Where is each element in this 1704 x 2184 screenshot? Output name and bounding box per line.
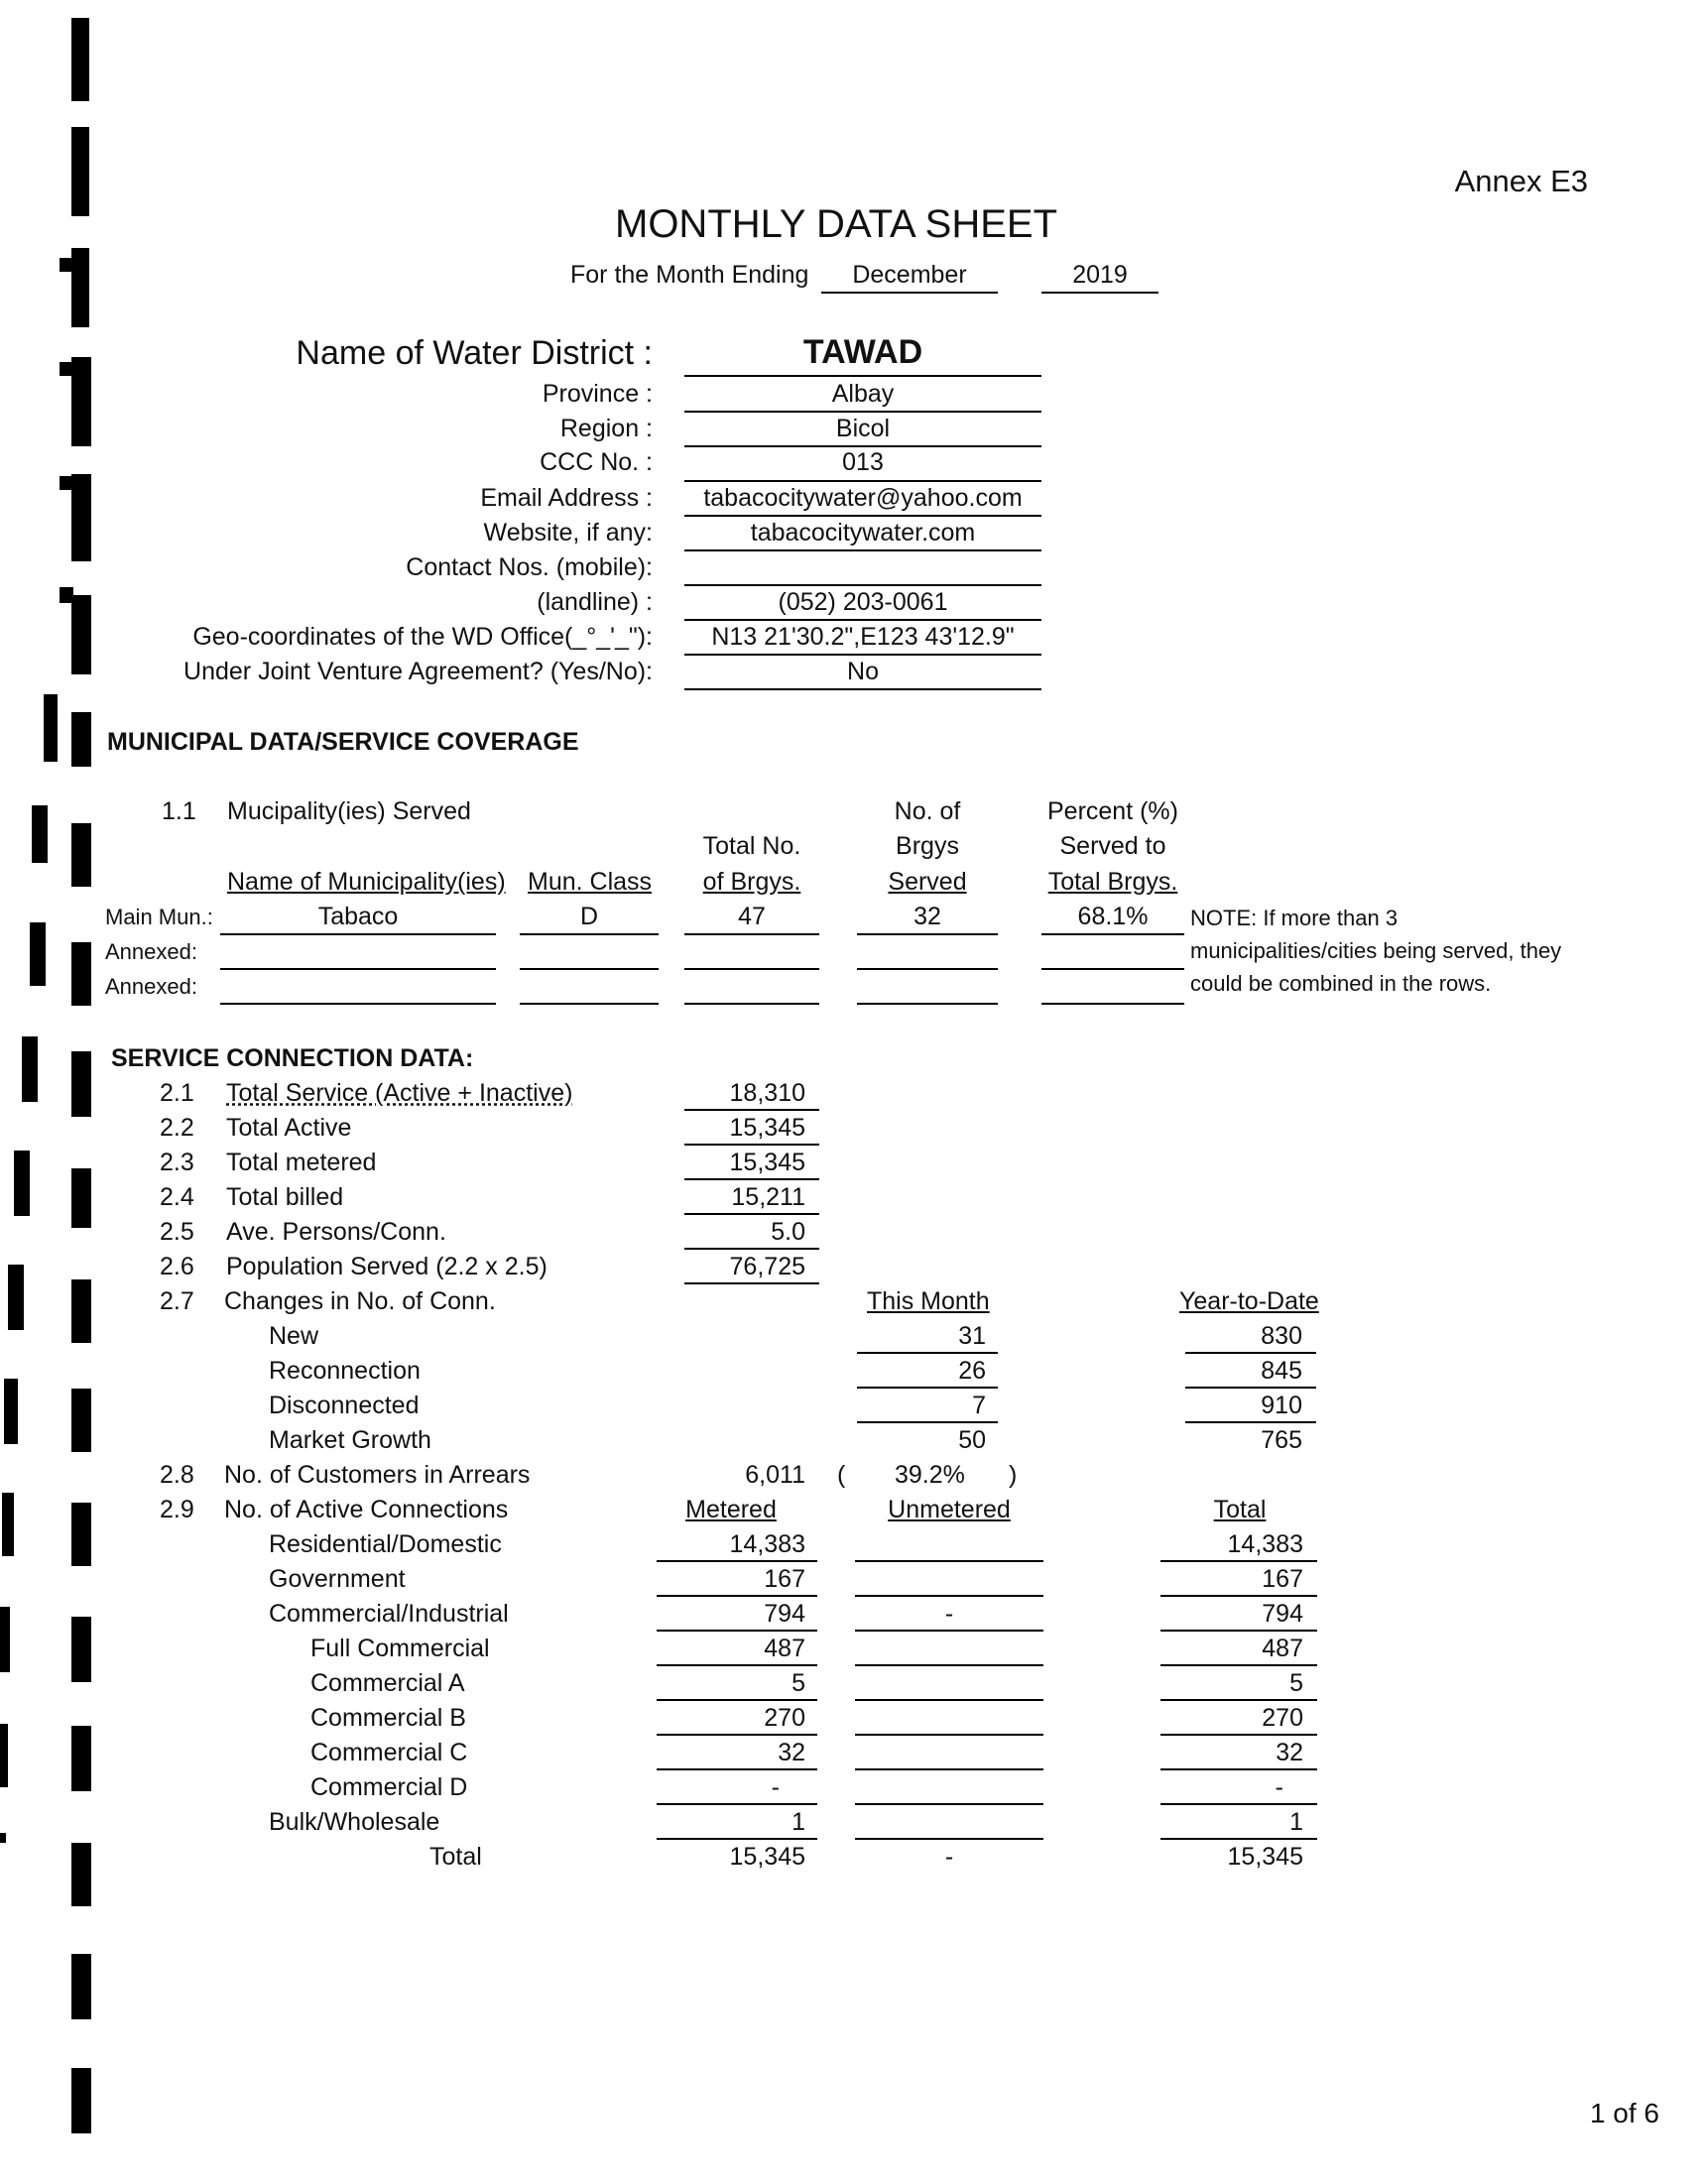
row-pct: 68.1% [1077, 903, 1149, 930]
change-ytd: 910 [1261, 1392, 1302, 1419]
row-class: D [579, 903, 599, 930]
conn-label: Bulk/Wholesale [269, 1808, 440, 1836]
conn-metered: 5 [791, 1669, 805, 1697]
conn-total: - [1275, 1773, 1283, 1801]
change-month: 50 [958, 1426, 986, 1454]
conn-label: Commercial/Industrial [269, 1600, 509, 1628]
ccc-label: CCC No. : [540, 448, 653, 476]
change-ytd: 845 [1261, 1357, 1302, 1385]
region-value: Bicol [835, 415, 891, 442]
ccc-value: 013 [842, 448, 884, 476]
district-name-label: Name of Water District : [296, 334, 653, 372]
item-num: 2.6 [160, 1253, 194, 1280]
conn-total: 15,345 [1227, 1843, 1303, 1871]
col-total-brgys-1: Total No. [702, 832, 801, 860]
jv-label: Under Joint Venture Agreement? (Yes/No): [183, 658, 653, 685]
col-brgys-served-2: Brgys [896, 832, 959, 860]
item-1-1-label: Mucipality(ies) Served [227, 797, 471, 825]
col-year-to-date: Year-to-Date [1179, 1287, 1319, 1315]
conn-unmetered: - [944, 1843, 954, 1871]
item-label: Total Active [226, 1114, 352, 1142]
col-municipality-name: Name of Municipality(ies) [227, 868, 506, 896]
conn-metered: 1 [791, 1808, 805, 1836]
month-ending-label: For the Month Ending [570, 261, 809, 289]
mobile-label: Contact Nos. (mobile): [406, 553, 653, 581]
conn-label: Full Commercial [310, 1635, 490, 1662]
col-this-month: This Month [867, 1287, 990, 1315]
month-value: December [852, 261, 967, 289]
change-label: New [269, 1322, 319, 1350]
col-unmetered: Unmetered [888, 1496, 1011, 1523]
item-label: Population Served (2.2 x 2.5) [226, 1253, 548, 1280]
row-served: 32 [913, 903, 941, 930]
conn-metered: 794 [764, 1600, 805, 1628]
conn-total: 794 [1262, 1600, 1303, 1628]
region-label: Region : [559, 415, 653, 442]
change-label: Market Growth [269, 1426, 431, 1454]
arrears-pct: 39.2% [895, 1461, 965, 1489]
district-name: TAWAD [802, 333, 923, 371]
email-label: Email Address : [480, 484, 653, 512]
col-brgys-served-3: Served [888, 868, 967, 896]
conn-total: 32 [1276, 1739, 1303, 1766]
item-num: 2.7 [160, 1287, 194, 1315]
conn-label: Commercial D [310, 1773, 468, 1801]
item-label: No. of Customers in Arrears [224, 1461, 531, 1489]
change-ytd: 830 [1261, 1322, 1302, 1350]
item-label: No. of Active Connections [224, 1496, 509, 1523]
province-value: Albay [831, 380, 895, 408]
item-label: Total Service (Active + Inactive) [226, 1079, 573, 1107]
conn-metered: 487 [764, 1635, 805, 1662]
conn-label: Commercial A [310, 1669, 465, 1697]
geo-label: Geo-coordinates of the WD Office(_°_'_"): [192, 623, 653, 651]
item-num: 2.4 [160, 1183, 194, 1211]
jv-value: No [847, 658, 879, 685]
close-paren: ) [1009, 1461, 1018, 1489]
item-value: 76,725 [729, 1253, 805, 1280]
col-total: Total [1213, 1496, 1267, 1523]
note-line-3: could be combined in the rows. [1190, 971, 1492, 996]
item-num: 2.9 [160, 1496, 194, 1523]
conn-metered: 270 [764, 1704, 805, 1732]
change-label: Disconnected [269, 1392, 420, 1419]
change-label: Reconnection [269, 1357, 421, 1385]
item-num: 2.2 [160, 1114, 194, 1142]
conn-total: 487 [1262, 1635, 1303, 1662]
item-num: 2.1 [160, 1079, 194, 1107]
conn-metered: 167 [764, 1565, 805, 1593]
page-title: MONTHLY DATA SHEET [615, 202, 1057, 246]
item-label: Total billed [226, 1183, 344, 1211]
website-value: tabacocitywater.com [750, 519, 976, 546]
col-brgys-served-1: No. of [894, 797, 961, 825]
annex-label: Annex E3 [1454, 164, 1588, 198]
row-total: 47 [738, 903, 766, 930]
col-percent-3: Total Brgys. [1047, 868, 1178, 896]
change-month: 7 [972, 1392, 986, 1419]
conn-label: Commercial C [310, 1739, 468, 1766]
conn-total: 270 [1262, 1704, 1303, 1732]
row-name: Tabaco [317, 903, 399, 930]
conn-total: 1 [1289, 1808, 1303, 1836]
conn-label-total: Total [429, 1843, 482, 1871]
item-num: 2.8 [160, 1461, 194, 1489]
conn-total: 167 [1262, 1565, 1303, 1593]
item-1-1-num: 1.1 [162, 797, 196, 825]
arrears-value: 6,011 [745, 1461, 805, 1489]
row-label: Annexed: [105, 939, 197, 964]
email-value: tabacocitywater@yahoo.com [703, 484, 1023, 512]
item-num: 2.5 [160, 1218, 194, 1246]
change-month: 26 [958, 1357, 986, 1385]
page-number: 1 of 6 [1589, 2098, 1659, 2128]
item-label: Total metered [226, 1149, 377, 1176]
section2-title: SERVICE CONNECTION DATA: [111, 1044, 474, 1072]
conn-total: 14,383 [1227, 1530, 1303, 1558]
item-value: 15,345 [729, 1149, 805, 1176]
item-label: Changes in No. of Conn. [224, 1287, 496, 1315]
item-value: 5.0 [771, 1218, 805, 1246]
col-mun-class: Mun. Class [528, 868, 653, 896]
row-label: Annexed: [105, 974, 197, 999]
open-paren: ( [837, 1461, 846, 1489]
conn-metered: 32 [778, 1739, 805, 1766]
col-metered: Metered [685, 1496, 777, 1523]
change-ytd: 765 [1261, 1426, 1302, 1454]
row-label: Main Mun.: [105, 905, 213, 929]
conn-metered: - [771, 1773, 780, 1801]
conn-unmetered: - [944, 1600, 954, 1628]
item-num: 2.3 [160, 1149, 194, 1176]
col-percent-2: Served to [1059, 832, 1166, 860]
col-total-brgys-2: of Brgys. [702, 868, 801, 896]
conn-label: Commercial B [310, 1704, 466, 1732]
landline-label: (landline) : [537, 588, 653, 616]
conn-label: Residential/Domestic [269, 1530, 502, 1558]
conn-label: Government [269, 1565, 406, 1593]
conn-metered: 15,345 [729, 1843, 805, 1871]
section1-title: MUNICIPAL DATA/SERVICE COVERAGE [107, 728, 579, 756]
note-line-2: municipalities/cities being served, they [1190, 938, 1562, 963]
province-label: Province : [542, 380, 653, 408]
landline-value: (052) 203-0061 [778, 588, 948, 616]
note-line-1: NOTE: If more than 3 [1190, 906, 1399, 930]
item-value: 15,345 [729, 1114, 805, 1142]
item-label: Ave. Persons/Conn. [226, 1218, 446, 1246]
year-value: 2019 [1072, 261, 1128, 289]
geo-value: N13 21'30.2",E123 43'12.9" [711, 623, 1015, 651]
conn-metered: 14,383 [729, 1530, 805, 1558]
website-label: Website, if any: [483, 519, 653, 546]
item-value: 15,211 [731, 1183, 805, 1211]
item-value: 18,310 [729, 1079, 805, 1107]
col-percent-1: Percent (%) [1047, 797, 1178, 825]
conn-total: 5 [1289, 1669, 1303, 1697]
change-month: 31 [958, 1322, 986, 1350]
